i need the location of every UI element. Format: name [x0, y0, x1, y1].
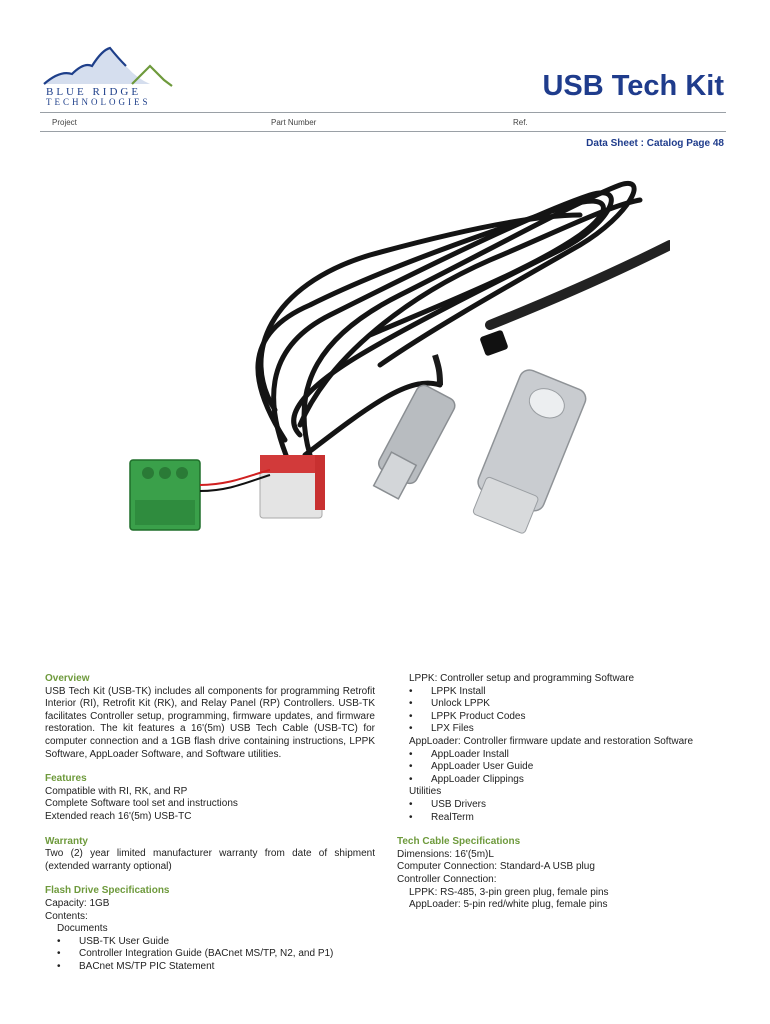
utilities-title: Utilities	[409, 786, 442, 798]
product-photo	[110, 155, 670, 555]
cable-controller: Controller Connection:	[397, 873, 497, 885]
list-item	[397, 761, 727, 774]
utility-item: USB Drivers	[431, 798, 487, 810]
mountain-logo-icon	[40, 44, 180, 88]
feature-item: Extended reach 16'(5m) USB-TC	[45, 810, 192, 822]
left-column	[45, 673, 375, 973]
header-divider-bottom	[40, 131, 726, 132]
doc-item: USB-TK User Guide	[79, 935, 170, 947]
lppk-title: LPPK: Controller setup and programming Software	[409, 673, 635, 684]
list-item	[397, 711, 727, 724]
bullet: •	[409, 698, 413, 710]
lppk-item: Unlock LPPK	[431, 698, 490, 710]
doc-item: BACnet MS/TP PIC Statement	[79, 960, 215, 972]
bullet: •	[409, 685, 413, 697]
bullet: •	[409, 798, 413, 810]
flash-documents: Documents	[57, 923, 108, 935]
bullet: •	[409, 748, 413, 760]
list-item	[397, 698, 727, 711]
overview-text: USB Tech Kit (USB-TK) includes all components for programming Retrofit Interior (RI), Retrofit Kit (RK), and Relay Panel (RP) Controllers. USB-TK facilitates Controller setup, programming, firmware updates, and firmware restoration. The kit features a 16'(5m) USB Tech Cable (USB-TC) for computer connection and a 1GB flash drive containing instructions, LPPK Software, AppLoader Software, and Software utilities.	[45, 685, 375, 760]
warranty-heading: Warranty	[45, 835, 88, 847]
overview-heading: Overview	[45, 673, 90, 684]
bullet: •	[57, 935, 61, 947]
list-item	[397, 774, 727, 787]
list-item	[45, 936, 375, 949]
feature-item: Compatible with RI, RK, and RP	[45, 785, 188, 797]
bullet: •	[409, 723, 413, 735]
features-heading: Features	[45, 773, 87, 785]
project-label: Project	[52, 118, 77, 127]
bullet: •	[57, 960, 61, 972]
lppk-item: LPPK Install	[431, 685, 486, 697]
list-item	[397, 749, 727, 762]
part-number-label: Part Number	[271, 118, 317, 127]
bullet: •	[57, 948, 61, 960]
flash-capacity: Capacity: 1GB	[45, 897, 110, 909]
bullet: •	[409, 811, 413, 823]
cable-heading: Tech Cable Specifications	[397, 836, 521, 848]
lppk-item: LPPK Product Codes	[431, 710, 526, 722]
bullet: •	[409, 761, 413, 773]
warranty-text: Two (2) year limited manufacturer warranty from date of shipment (extended warranty optional)	[45, 848, 375, 872]
apploader-title: AppLoader: Controller firmware update and restoration Software	[409, 735, 694, 747]
utility-item: RealTerm	[431, 811, 474, 823]
feature-item: Complete Software tool set and instructions	[45, 798, 238, 810]
bullet: •	[409, 710, 413, 722]
logo-line1: BLUE RIDGE	[46, 86, 142, 98]
cable-apploader: AppLoader: 5-pin red/white plug, female pins	[409, 899, 608, 911]
cable-computer: Computer Connection: Standard-A USB plug	[397, 861, 595, 873]
ref-label: Ref.	[513, 118, 528, 127]
header-divider-top	[40, 112, 726, 113]
page-title: USB Tech Kit	[542, 70, 724, 102]
cable-lppk: LPPK: RS-485, 3-pin green plug, female pins	[409, 886, 609, 898]
cable-dimensions: Dimensions: 16'(5m)L	[397, 848, 494, 860]
list-item	[397, 799, 727, 812]
right-column	[397, 673, 727, 912]
catalog-subtitle: Data Sheet : Catalog Page 48	[586, 138, 724, 149]
list-item	[397, 812, 727, 825]
flash-heading: Flash Drive Specifications	[45, 885, 170, 897]
list-item	[397, 723, 727, 736]
list-item	[45, 961, 375, 974]
bullet: •	[409, 773, 413, 785]
apploader-item: AppLoader User Guide	[431, 761, 534, 773]
apploader-item: AppLoader Clippings	[431, 773, 524, 785]
company-logo	[40, 44, 180, 108]
flash-contents: Contents:	[45, 910, 88, 922]
list-item	[45, 948, 375, 961]
list-item	[397, 686, 727, 699]
logo-line2: TECHNOLOGIES	[46, 97, 151, 107]
doc-item: Controller Integration Guide (BACnet MS/TP, N2, and P1)	[79, 948, 334, 960]
lppk-item: LPX Files	[431, 723, 474, 735]
apploader-item: AppLoader Install	[431, 748, 509, 760]
